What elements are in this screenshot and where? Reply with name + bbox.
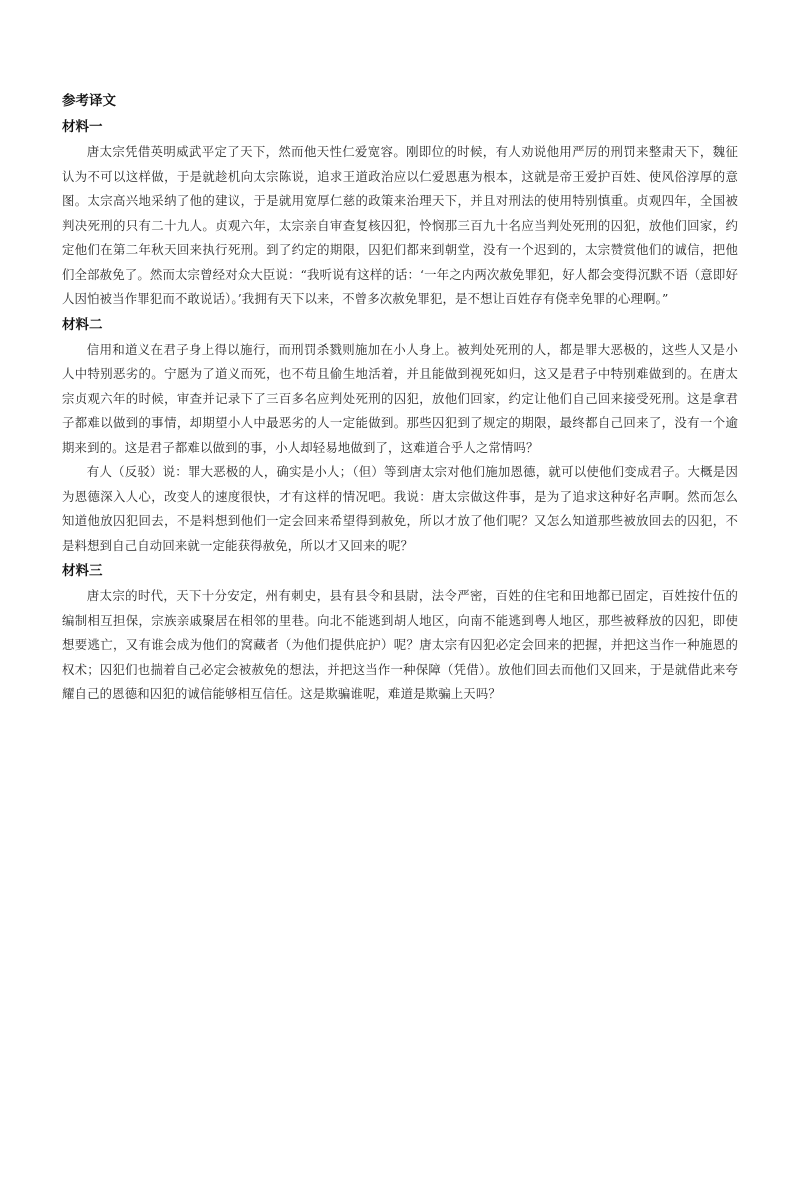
section-material-1 <box>62 116 738 312</box>
section-heading: 材料一 <box>62 119 103 135</box>
translation-document <box>62 90 738 709</box>
section-material-3 <box>62 560 738 707</box>
section-heading: 材料二 <box>62 316 103 333</box>
section-heading: 材料三 <box>62 563 103 579</box>
section-material-2 <box>62 314 738 559</box>
paragraph: 信用和道义在君子身上得以施行，而刑罚杀戮则施加在小人身上。被判处死刑的人，都是罪大恶极的，这些人又是小人中特别恶劣的。宁愿为了道义而死，也不苟且偷生地活着，并且能做到视死如归，这又是君子中特别难做到的。在唐太宗贞观六年的时候，审查并记录下了三百多名应判处死刑的囚犯，放他们回家，约定让他们自己回来接受死刑。这是拿君子都难以做到的事情，却期望小人中最恶劣的人一定能做到。那些囚犯到了规定的期限，最终都自己回来了，没有一个逾期来到的。这是君子都难以做到的事，小人却轻易地做到了，这难道合乎人之常情吗？ <box>62 341 738 455</box>
paragraph: 唐太宗的时代，天下十分安定，州有刺史，县有县令和县尉，法令严密，百姓的住宅和田地都已固定，百姓按什伍的编制相互担保，宗族亲戚聚居在相邻的里巷。向北不能逃到胡人地区，向南不能逃到粤人地区，那些被释放的囚犯，即使想要逃亡，又有谁会成为他们的窝藏者（为他们提供庇护）呢？唐太宗有囚犯必定会回来的把握，并把这当作一种施恩的权术；囚犯们也揣着自己必定会被赦免的想法，并把这当作一种保障（凭借）。放他们回去而他们又回来，于是就借此来夸耀自己的恩德和囚犯的诚信能够相互信任。这是欺骗谁呢，难道是欺骗上天吗？ <box>62 588 738 701</box>
document-title: 参考译文 <box>62 93 116 109</box>
paragraph: 有人（反驳）说：罪大恶极的人，确实是小人；（但）等到唐太宗对他们施加恩德，就可以使他们变成君子。大概是因为恩德深入人心，改变人的速度很快，才有这样的情况吧。我说：唐太宗做这件事，是为了追求这种好名声啊。然而怎么知道他放囚犯回去，不是料想到他们一定会回来希望得到赦免，所以才放了他们呢？又怎么知道那些被放回去的囚犯，不是料想到自己自动回来就一定能获得赦免，所以才又回来的呢？ <box>62 464 738 553</box>
paragraph: 唐太宗凭借英明威武平定了天下，然而他天性仁爱宽容。刚即位的时候，有人劝说他用严厉的刑罚来整肃天下，魏征认为不可以这样做，于是就趁机向太宗陈说，追求王道政治应以仁爱恩惠为根本，这就是帝王爱护百姓、使风俗淳厚的意图。太宗高兴地采纳了他的建议，于是就用宽厚仁慈的政策来治理天下，并且对刑法的使用特别慎重。贞观四年，全国被判决死刑的只有二十九人。贞观六年，太宗亲自审查复核囚犯，怜悯那三百九十名应当判处死刑的囚犯，放他们回家，约定他们在第二年秋天回来执行死刑。到了约定的期限，囚犯们都来到朝堂，没有一个迟到的，太宗赞赏他们的诚信，把他们全部赦免了。然而太宗曾经对众大臣说：“我听说有这样的话：‘一年之内两次赦免罪犯，好人都会变得沉默不语（意即好人因怕被当作罪犯而不敢说话）。’我拥有天下以来，不曾多次赦免罪犯，是不想让百姓存有侥幸免罪的心理啊。” <box>62 144 738 306</box>
